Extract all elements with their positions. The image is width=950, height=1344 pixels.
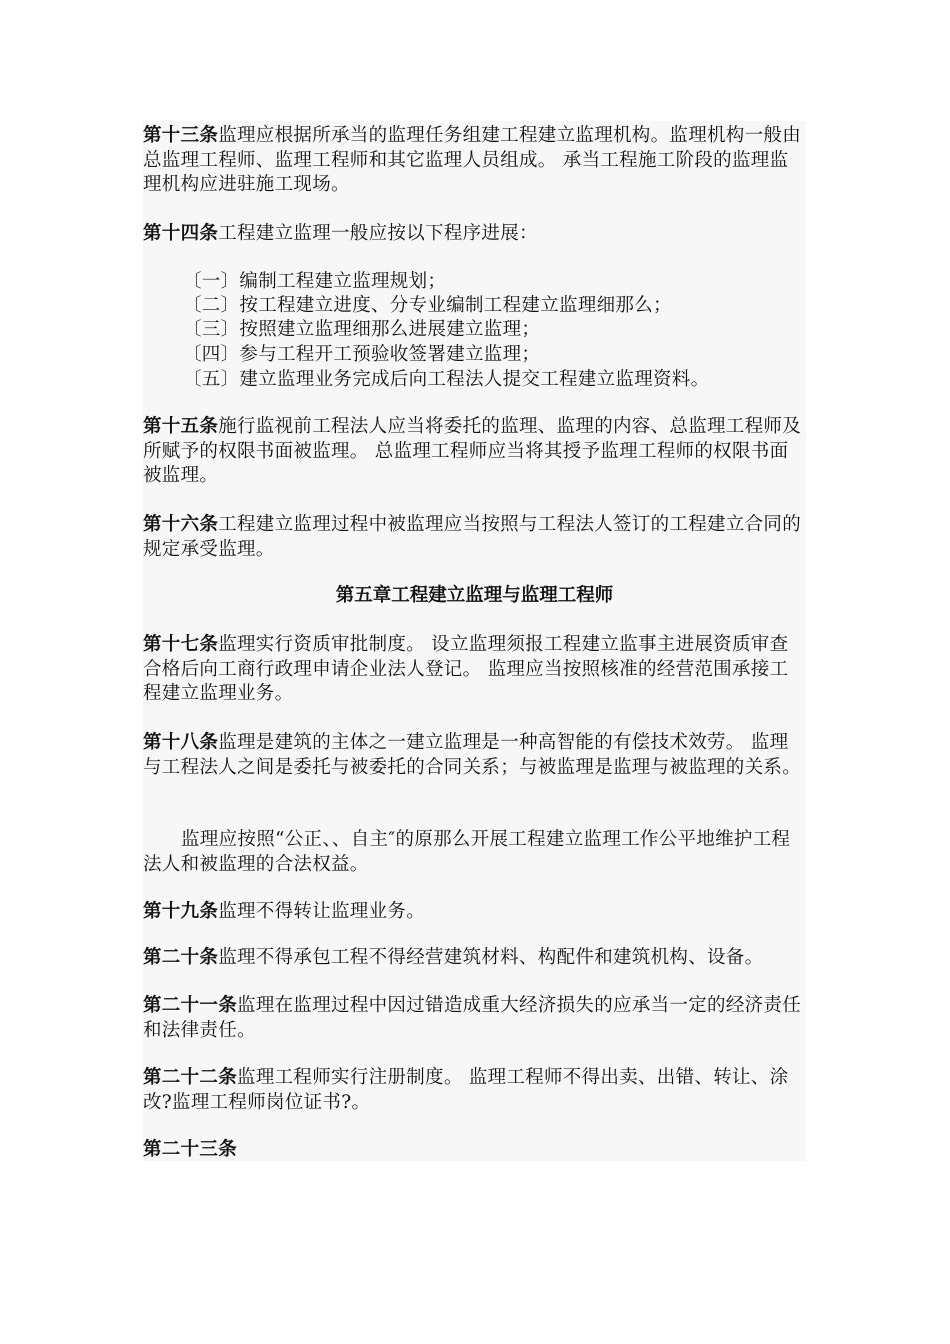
article-18-paragraph-2: 监理应按照“公正、、自主″的原那么开展工程建立监理工作公平地维护工程法人和被监理的合法权益。	[143, 829, 791, 875]
procedure-item-4: 〔四〕参与工程开工预验收签署建立监理；	[183, 344, 541, 365]
article-23	[143, 1138, 806, 1163]
article-16-label: 第十六条	[143, 514, 219, 535]
article-20	[143, 946, 806, 971]
article-20-label: 第二十条	[143, 947, 219, 968]
procedure-item-1: 〔一〕编制工程建立监理规划；	[183, 271, 447, 292]
article-19	[143, 900, 806, 925]
article-21-text: 监理在监理过程中因过错造成重大经济损失的应承当一定的经济责任和法律责任。	[143, 995, 802, 1041]
article-13	[143, 124, 806, 198]
article-21-label: 第二十一条	[143, 995, 238, 1016]
article-20-text: 监理不得承包工程不得经营建筑材料、构配件和建筑机构、设备。	[218, 947, 764, 968]
article-22	[143, 1066, 806, 1115]
article-18-text: 监理是建筑的主体之一建立监理是一种高智能的有偿技术效劳。 监理与工程法人之间是委托与被委托的合同关系；与被监理是监理与被监理的关系。	[143, 732, 802, 778]
article-18-label: 第十八条	[143, 732, 219, 753]
article-22-label: 第二十二条	[143, 1067, 238, 1088]
article-23-label: 第二十三条	[143, 1139, 238, 1160]
article-17-text: 监理实行资质审批制度。 设立监理须报工程建立监事主进展资质审查合格后向工商行政理申请企业法人登记。 监理应当按照核准的经营范围承接工程建立监理业务。	[143, 634, 789, 704]
procedure-item-3: 〔三〕按照建立监理细那么进展建立监理；	[183, 319, 541, 340]
procedure-item-2: 〔二〕按工程建立进度、分专业编制工程建立监理细那么；	[183, 295, 672, 316]
article-13-text: 监理应根据所承当的监理任务组建工程建立监理机构。监理机构一般由总监理工程师、监理工程师和其它监理人员组成。 承当工程施工阶段的监理监理机构应进驻施工现场。	[143, 125, 802, 195]
article-13-label: 第十三条	[143, 125, 219, 146]
article-16	[143, 513, 806, 562]
article-15	[143, 415, 806, 489]
article-17	[143, 633, 806, 707]
chapter-5-heading: 第五章工程建立监理与监理工程师	[335, 585, 614, 606]
article-17-label: 第十七条	[143, 634, 219, 655]
article-21	[143, 994, 806, 1043]
article-15-text: 施行监视前工程法人应当将委托的监理、监理的内容、总监理工程师及所赋予的权限书面被监理。 总监理工程师应当将其授予监理工程师的权限书面被监理。	[143, 416, 802, 486]
article-18	[143, 731, 806, 780]
article-15-label: 第十五条	[143, 416, 219, 437]
article-16-text: 工程建立监理过程中被监理应当按照与工程法人签订的工程建立合同的规定承受监理。	[143, 514, 802, 560]
article-19-text: 监理不得转让监理业务。	[218, 901, 426, 922]
article-22-text: 监理工程师实行注册制度。 监理工程师不得出卖、出错、转让、涂改?监理工程师岗位证书?。	[143, 1067, 789, 1113]
article-19-label: 第十九条	[143, 901, 219, 922]
article-14-text: 工程建立监理一般应按以下程序进展：	[218, 223, 538, 244]
article-14	[143, 222, 806, 247]
procedure-item-5: 〔五〕建立监理业务完成后向工程法人提交工程建立监理资料。	[183, 369, 710, 390]
article-14-label: 第十四条	[143, 223, 219, 244]
